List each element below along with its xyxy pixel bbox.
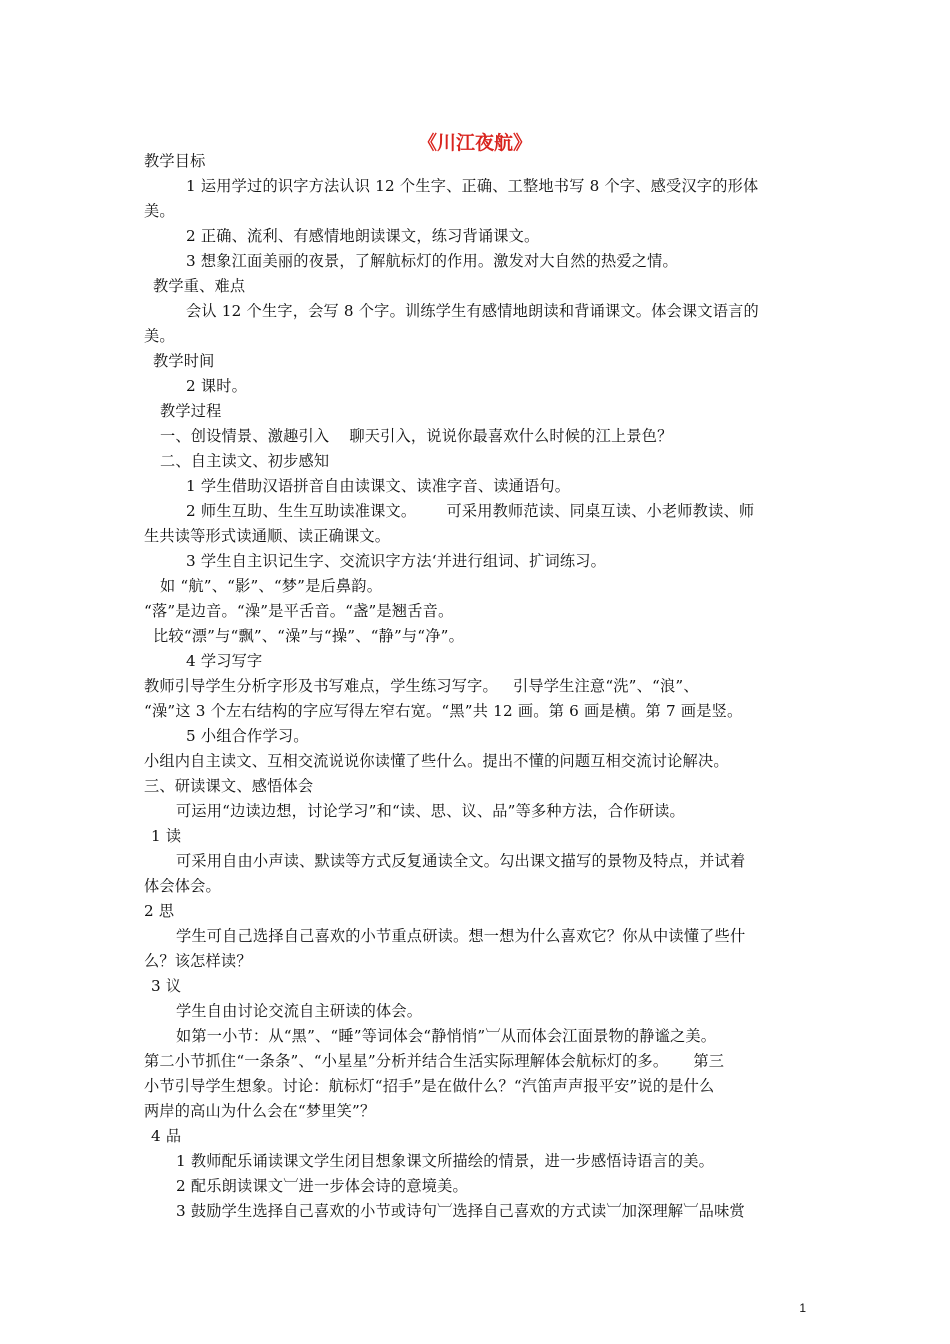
text-line: 二、自主读文、初步感知 bbox=[160, 452, 330, 470]
text-line: 教学过程 bbox=[160, 402, 222, 420]
text-line: 生共读等形式读通顺、读正确课文。 bbox=[144, 527, 391, 545]
text-line: “澡”这 3 个左右结构的字应写得左窄右宽。“黑”共 12 画。第 6 画是横。第 7 画是竖。 bbox=[144, 702, 743, 720]
text-line: 5 小组合作学习。 bbox=[186, 727, 309, 745]
text-line: 1 学生借助汉语拼音自由读课文、读准字音、读通语句。 bbox=[186, 477, 571, 495]
text-line: 三、研读课文、感悟体会 bbox=[144, 777, 314, 795]
document-title: 《川江夜航》 bbox=[417, 132, 532, 154]
text-line: 3 议 bbox=[151, 977, 182, 995]
text-line: 教学目标 bbox=[144, 152, 206, 170]
text-line: 如第一小节：从“黑”、“睡”等词体会“静悄悄”︺从而体会江面景物的静谧之美。 bbox=[176, 1027, 717, 1045]
text-line: 教师引导学生分析字形及书写难点，学生练习写字。 引导学生注意“洗”、“浪”、 bbox=[144, 677, 699, 695]
text-line: 1 运用学过的识字方法认识 12 个生字、正确、工整地书写 8 个字、感受汉字的形体 bbox=[186, 177, 759, 195]
text-line: 第二小节抓住“一条条”、“小星星”分析并结合生活实际理解体会航标灯的多。 第三 bbox=[144, 1052, 725, 1070]
text-line: 3 学生自主识记生字、交流识字方法‘并进行组词、扩词练习。 bbox=[186, 552, 606, 570]
text-line: 比较“漂”与“飘”、“澡”与“操”、“静”与“净”。 bbox=[153, 627, 464, 645]
text-line: 学生可自己选择自己喜欢的小节重点研读。想一想为什么喜欢它？你从中读懂了些什 bbox=[176, 927, 746, 945]
text-line: “落”是边音。“澡”是平舌音。“盏”是翘舌音。 bbox=[144, 602, 454, 620]
text-line: 美。 bbox=[144, 327, 175, 345]
text-line: 3 想象江面美丽的夜景，了解航标灯的作用。激发对大自然的热爱之情。 bbox=[186, 252, 678, 270]
text-line: 2 课时。 bbox=[186, 377, 248, 395]
text-line: 2 思 bbox=[144, 902, 175, 920]
text-line: 1 教师配乐诵读课文学生闭目想象课文所描绘的情景，进一步感悟诗语言的美。 bbox=[176, 1152, 715, 1170]
text-line: 教学重、难点 bbox=[153, 277, 246, 295]
text-line: 两岸的高山为什么会在“梦里笑”？ bbox=[144, 1102, 376, 1120]
text-line: 体会体会。 bbox=[144, 877, 221, 895]
text-line: 如 “航”、“影”、“梦”是后鼻韵。 bbox=[160, 577, 383, 595]
text-line: 3 鼓励学生选择自己喜欢的小节或诗句︺选择自己喜欢的方式读︺加深理解︺品味赏 bbox=[176, 1202, 745, 1220]
document-body bbox=[144, 149, 814, 1224]
text-line: 学生自由讨论交流自主研读的体会。 bbox=[176, 1002, 423, 1020]
text-line: 教学时间 bbox=[153, 352, 215, 370]
text-line: 美。 bbox=[144, 202, 175, 220]
text-line: 4 品 bbox=[151, 1127, 182, 1145]
text-line: 2 正确、流利、有感情地朗读课文，练习背诵课文。 bbox=[186, 227, 540, 245]
text-line: 4 学习写字 bbox=[186, 652, 263, 670]
text-line: 1 读 bbox=[151, 827, 182, 845]
text-line: 2 师生互助、生生互助读准课文。 可采用教师范读、同桌互读、小老师教读、师 bbox=[186, 502, 755, 520]
text-line: 么？该怎样读？ bbox=[144, 952, 252, 970]
text-line: 会认 12 个生字，会写 8 个字。训练学生有感情地朗读和背诵课文。体会课文语言的 bbox=[186, 302, 759, 320]
text-line: 小组内自主读文、互相交流说说你读懂了些什么。提出不懂的问题互相交流讨论解决。 bbox=[144, 752, 729, 770]
text-line: 可采用自由小声读、默读等方式反复通读全文。勾出课文描写的景物及特点，并试着 bbox=[176, 852, 746, 870]
text-line: 可运用“边读边想，讨论学习”和“读、思、议、品”等多种方法，合作研读。 bbox=[176, 802, 685, 820]
text-line: 一、创设情景、激趣引入 聊天引入，说说你最喜欢什么时候的江上景色？ bbox=[160, 427, 673, 445]
text-line: 2 配乐朗读课文︺进一步体会诗的意境美。 bbox=[176, 1177, 468, 1195]
text-line: 小节引导学生想象。讨论：航标灯“招手”是在做什么？“汽笛声声报平安”说的是什么 bbox=[144, 1077, 715, 1095]
page-number: 1 bbox=[799, 1301, 806, 1315]
